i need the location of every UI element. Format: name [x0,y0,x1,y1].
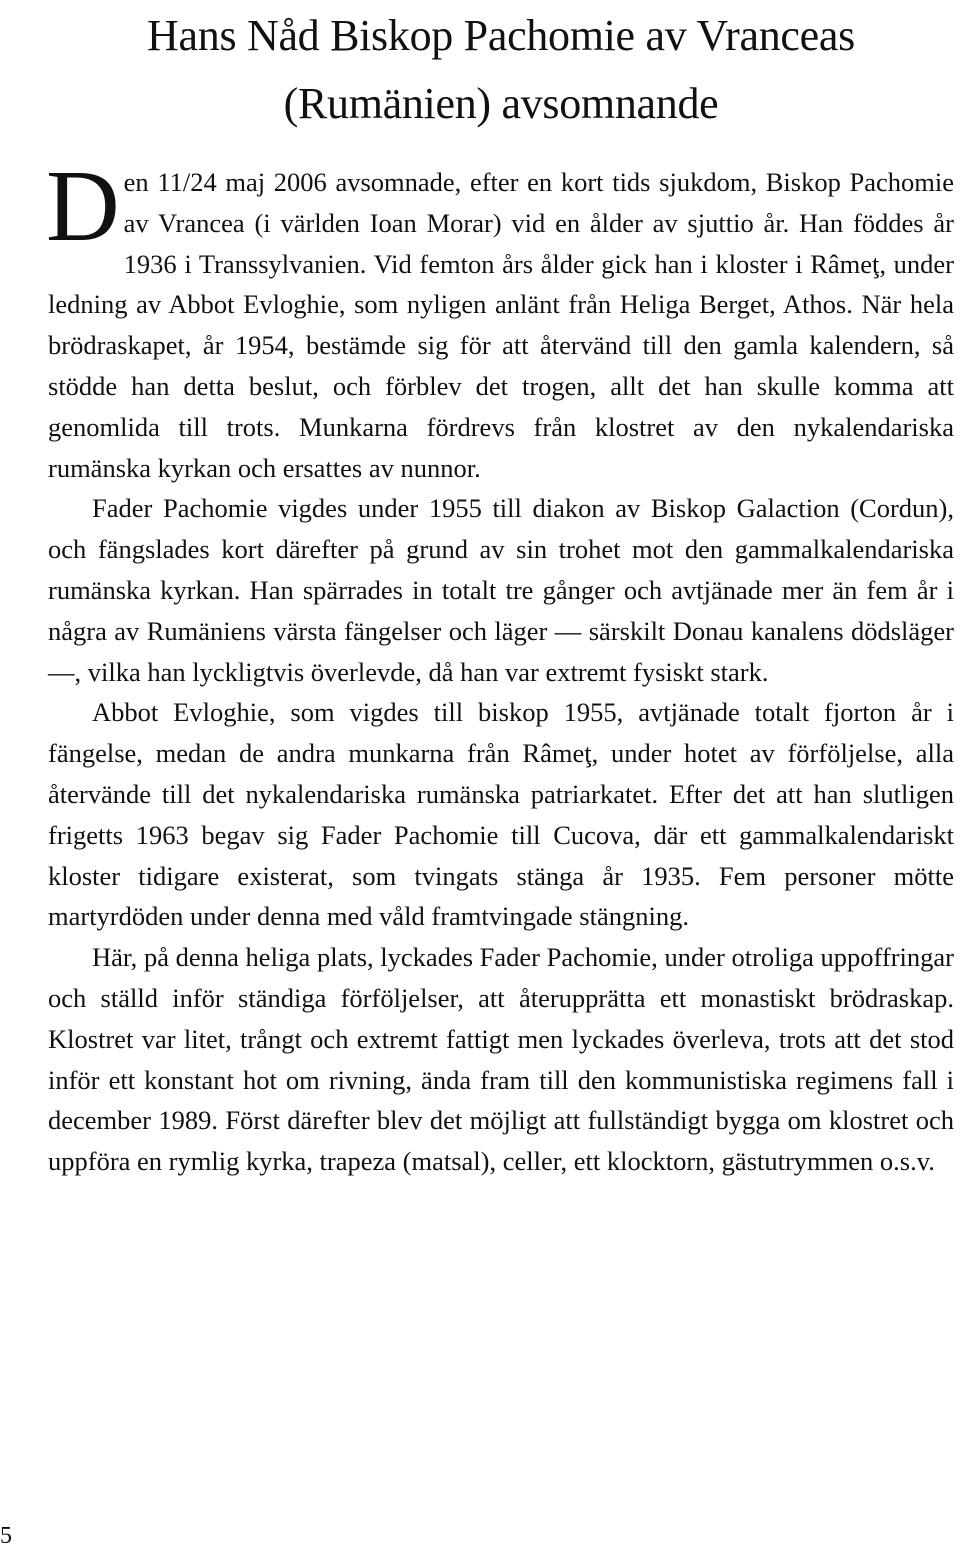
page [48,0,954,1182]
paragraph-3: Abbot Evloghie, som vigdes till biskop 1955, avtjänade totalt fjorton år i fängelse, medan de andra munkarna från Râmeţ, under hotet av förföljelse, alla återvände till det nykalendariska rumänska patriarkatet. Efter det att han slutligen frigetts 1963 begav sig Fader Pachomie till Cucova, där ett gammalkalendariskt kloster tidigare existerat, som tvingats stänga år 1935. Fem personer mötte martyrdöden under denna med våld framtvingade stängning. [48,697,954,932]
paragraph-2: Fader Pachomie vigdes under 1955 till diakon av Biskop Galaction (Cordun), och fängslades kort därefter på grund av sin trohet mot den gammalkalendariska rumänska kyrkan. Han spärrades in totalt tre gånger och avtjänade mer än fem år i några av Rumäniens värsta fängelser och läger — särskilt Donau kanalens dödsläger—, vilka han lyckligtvis överlevde, då han var extremt fysiskt stark. [48,493,954,687]
paragraph-4: Här, på denna heliga plats, lyckades Fader Pachomie, under otroliga uppoffringar och ställd inför ständiga förföljelser, att återupprätta ett monastiskt brödraskap. Klostret var litet, trångt och extremt fattigt men lyckades överleva, trots att det stod inför ett konstant hot om rivning, ända fram till den kommunistiska regimens fall i december 1989. Först därefter blev det möjligt att fullständigt bygga om klostret och uppföra en rymlig kyrka, trapeza (matsal), celler, ett klocktorn, gästutrymmen o.s.v. [48,942,954,1177]
paragraph-1 [46,150,954,488]
article-body [46,150,954,1182]
page-title [48,0,954,138]
drop-cap: D [46,150,120,263]
title-line-1: Hans Nåd Biskop Pachomie av Vranceas [147,11,855,60]
title-line-2: (Rumänien) avsomnande [283,79,719,128]
paragraph-1-text: en 11/24 maj 2006 avsomnade, efter en kort tids sjukdom, Biskop Pachomie av Vrancea (i världen Ioan Morar) vid en ålder av sjuttio år. Han föddes år 1936 i Transsylvanien. Vid femton års ålder gick han i kloster i Râmeţ, under ledning av Abbot Evloghie, som nyligen anlänt från Heliga Berget, Athos. När hela brödraskapet, år 1954, bestämde sig för att återvänd till den gamla kalendern, så stödde han detta beslut, och förblev det trogen, allt det han skulle komma att genomlida till trots. Munkarna fördrevs från klostret av den nykalendariska rumänska kyrkan och ersattes av nunnor. [48,167,954,483]
page-number: 5 [0,1523,12,1549]
